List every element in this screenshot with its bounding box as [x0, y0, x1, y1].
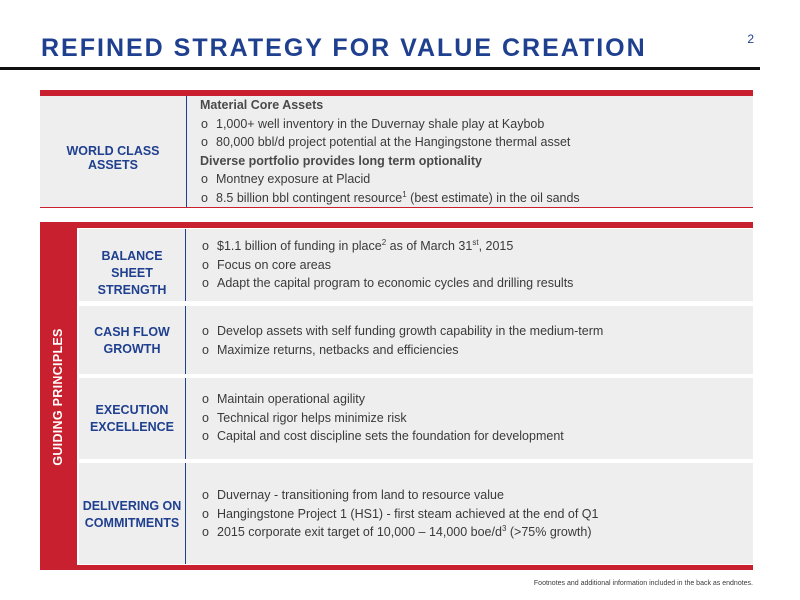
footnote-ref: 2: [381, 237, 387, 247]
list-item: [200, 189, 580, 208]
label-line: BALANCE SHEET: [101, 249, 163, 280]
list-item: [201, 237, 573, 256]
guiding-principles-bottom-bar: [40, 565, 753, 570]
label-line: STRENGTH: [97, 283, 167, 297]
label-line: CASH FLOW: [94, 325, 170, 339]
list-item: o Focus on core areas: [201, 256, 573, 275]
list-item: o Technical rigor helps minimize risk: [201, 409, 564, 428]
cash-flow-content: [201, 322, 603, 359]
material-core-assets-heading: Material Core Assets: [200, 98, 324, 112]
guiding-principles-top-bar: [40, 222, 753, 228]
execution-content: [201, 390, 564, 446]
execution-label: [79, 402, 185, 436]
world-class-assets-label: WORLD CLASS ASSETS: [66, 144, 160, 172]
list-item-text: $1.1 billion of funding in place: [217, 239, 382, 253]
delivering-label: [79, 498, 185, 532]
list-item: o Adapt the capital program to economic cycles and drilling results: [201, 274, 573, 293]
list-item-text: 2015 corporate exit target of 10,000 – 14,000 boe/d: [217, 525, 502, 539]
list-item: o Hangingstone Project 1 (HS1) - first steam achieved at the end of Q1: [201, 505, 598, 524]
ordinal-suffix: st: [472, 237, 479, 247]
list-item-text: (>75% growth): [506, 525, 592, 539]
row-divider: [185, 463, 186, 564]
label-line: DELIVERING ON: [82, 499, 182, 513]
list-item: o Capital and cost discipline sets the foundation for development: [201, 427, 564, 446]
list-item: o 1,000+ well inventory in the Duvernay shale play at Kaybob: [200, 115, 580, 134]
list-item: o Duvernay - transitioning from land to resource value: [201, 486, 598, 505]
balance-sheet-label: [79, 248, 185, 299]
diverse-portfolio-heading: Diverse portfolio provides long term optionality: [200, 153, 482, 168]
footnote: Footnotes and additional information included in the back as endnotes.: [533, 580, 753, 587]
list-item: o Maintain operational agility: [201, 390, 564, 409]
list-item-text: 8.5 billion bbl contingent resource: [216, 190, 403, 205]
row-divider: [185, 378, 186, 459]
footnote-ref: 3: [501, 523, 507, 533]
delivering-content: [201, 486, 598, 542]
label-line: EXCELLENCE: [89, 420, 175, 434]
list-item: [201, 523, 598, 542]
list-item: o Maximize returns, netbacks and efficiencies: [201, 341, 603, 360]
guiding-principles-label: GUIDING PRINCIPLES: [51, 328, 65, 466]
label-line: EXECUTION: [95, 403, 169, 417]
label-line: COMMITMENTS: [84, 516, 180, 530]
footnote-ref: 1: [402, 189, 407, 199]
world-class-assets-panel: [40, 96, 753, 207]
title-divider: [0, 67, 760, 70]
world-class-divider: [186, 96, 187, 207]
list-item-text: , 2015: [478, 239, 514, 253]
world-class-content: [200, 96, 580, 207]
row-divider: [185, 306, 186, 374]
delivering-row: [79, 463, 753, 564]
list-item-text: (best estimate) in the oil sands: [406, 190, 580, 205]
execution-row: [79, 378, 753, 459]
cash-flow-label: [79, 324, 185, 358]
world-class-bottom-line: [40, 207, 753, 208]
page-title: REFINED STRATEGY FOR VALUE CREATION: [41, 34, 647, 62]
balance-sheet-content: [201, 237, 573, 293]
list-item-text: as of March 31: [386, 239, 473, 253]
cash-flow-row: [79, 306, 753, 374]
list-item: o Develop assets with self funding growth capability in the medium-term: [201, 322, 603, 341]
label-line: GROWTH: [103, 342, 161, 356]
list-item: o Montney exposure at Placid: [200, 170, 580, 189]
balance-sheet-row: [79, 229, 753, 301]
list-item: o 80,000 bbl/d project potential at the Hangingstone thermal asset: [200, 133, 580, 152]
row-divider: [185, 229, 186, 301]
page-number: 2: [747, 32, 754, 46]
